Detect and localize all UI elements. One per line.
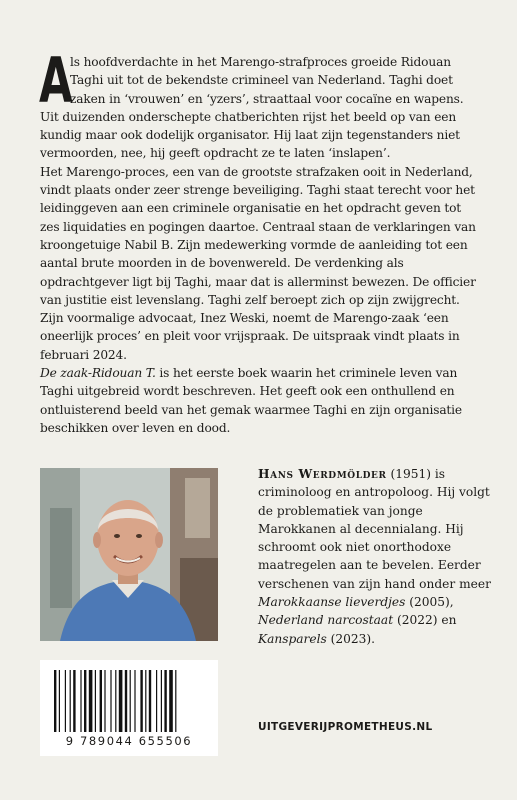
barcode-bar [169,670,173,732]
isbn-number: 9 789044 655506 [65,734,193,748]
barcode-bar [145,670,146,732]
barcode-bar [134,670,135,732]
barcode-bar [84,670,86,732]
barcode-bar [125,670,127,732]
drop-cap: A [39,44,73,117]
barcode-bar [59,670,60,732]
barcode-bar [161,670,162,732]
publisher-url: UITGEVERIJPROMETHEUS.NL [258,721,433,733]
author-bio: Hans Werdmölder (1951) is criminoloog en antropoloog. Hij volgt de problematiek van jonge Marokkanen al decennialang. Hij schroomt ook niet onorthodoxe maatregelen aan te bevelen. Eerder verschenen van zijn hand onder meer Marokkaanse lieverdjes (2005), Nederland narcostaat (2022) en Kansparels (2023). [258,467,491,646]
barcode-bar [70,670,71,732]
barcode-bar [115,670,116,732]
author-photo [40,468,218,641]
barcode-bar [65,670,66,732]
barcode-bar [80,670,81,732]
barcode-bar [89,670,93,732]
barcode-bar [54,670,56,732]
barcode-bar [164,670,166,732]
author-portrait-icon [40,468,218,641]
barcode-bar [104,670,105,732]
barcode-bar [156,670,157,732]
barcode-bar [140,670,142,732]
blurb-paragraph-2: Het Marengo-proces, een van de grootste strafzaken ooit in Nederland, vindt plaats onder zeer strenge beveiliging. Taghi staat terecht voor het leidinggeven aan een criminele organisatie en het opdracht geven tot zes liquidaties en pogingen daartoe. Centraal staan de verklaringen van kroongetuige Nabil B. Zijn medewerking vormde de aanleiding tot een aantal brute moorden in de bovenwereld. De verdenking als opdrachtgever ligt bij Taghi, maar dat is allerminst bewezen. De officier van justitie eist levenslang. Taghi zelf beroept zich op zijn zwijgrecht. Zijn voormalige advocaat, Inez Weski, noemt de Marengo-zaak ‘een oneerlijk proces’ en pleit voor vrijspraak. De uitspraak vindt plaats in februari 2024. [40,164,476,362]
blurb-paragraph-3: De zaak-Ridouan T. is het eerste boek waarin het criminele leven van Taghi uitgebreid wordt beschreven. Het geeft ook een onthullend en ontluisterend beeld van het gemak waarmee Taghi en zijn organisatie beschikken over leven en dood. [40,366,462,435]
book-title: De zaak-Ridouan T. [40,366,156,381]
barcode-bar [149,670,151,732]
barcode-bar [73,670,75,732]
barcode-bar [119,670,123,732]
barcode-bar [175,670,176,732]
barcode-bar [95,670,96,732]
barcode-bar [130,670,131,732]
blurb [39,44,480,437]
barcode-bar [100,670,102,732]
author-birth-year: (1951) [386,467,431,481]
author-name: Hans Werdmölder [258,467,387,481]
blurb-paragraph-1: A ls hoofdverdachte in het Marengo-strafproces groeide Ridouan Taghi uit tot de bekendste crimineel van Nederland. Taghi doet zaken in ‘vrouwen’ en ‘yzers’, straattaal voor cocaïne en wapens. Uit duizenden onderschepte chatberichten rijst het beeld op van een kundig maar ook dodelijk organisator. Hij laat zijn tegenstanders niet vermoorden, nee, hij geeft opdracht ze te laten ‘inslapen’. [39,44,464,161]
barcode-bar [110,670,111,732]
isbn-barcode [40,660,218,756]
